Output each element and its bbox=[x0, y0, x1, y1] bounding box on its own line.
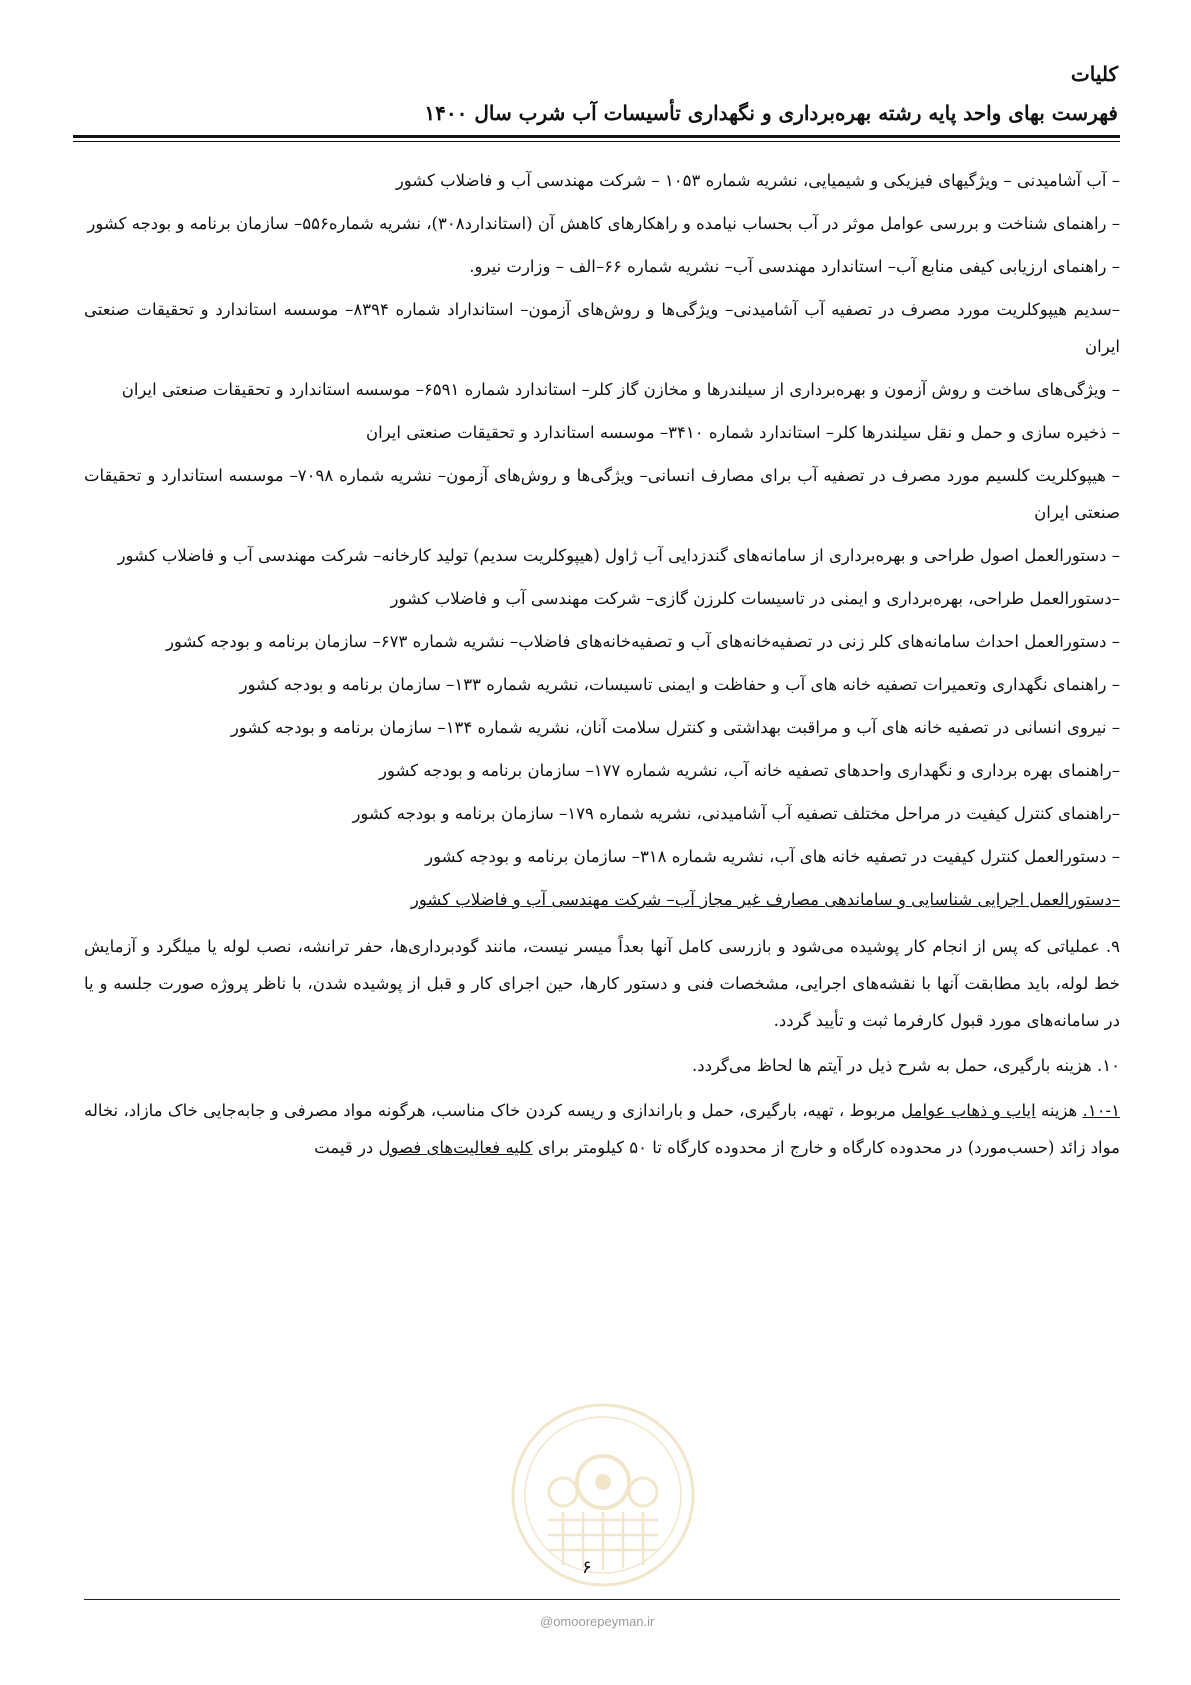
reference-item: – راهنمای ارزیابی کیفی منابع آب– استاندارد مهندسی آب– نشریه شماره ۶۶–الف – وزارت نیرو. bbox=[469, 257, 1120, 276]
reference-item: –سدیم هیپوکلریت مورد مصرف در تصفیه آب آشامیدنی– ویژگی‌ها و روش‌های آزمون– استانداراد شماره ۸۳۹۴– موسسه استاندارد و تحقیقات صنعتی ایران bbox=[84, 300, 1120, 356]
reference-item: – ذخیره سازی و حمل و نقل سیلندرها کلر– استاندارد شماره ۳۴۱۰– موسسه استاندارد و تحقیقات صنعتی ایران bbox=[365, 423, 1120, 442]
reference-list bbox=[84, 162, 1120, 918]
reference-item: – دستورالعمل کنترل کیفیت در تصفیه خانه های آب، نشریه شماره ۳۱۸– سازمان برنامه و بودجه کشور bbox=[425, 847, 1120, 866]
reference-item: – راهنمای شناخت و بررسی عوامل موثر در آب بحساب نیامده و راهکارهای کاهش آن (استاندارد۳۰۸)، نشریه شماره۵۵۶– سازمان برنامه و بودجه کشور bbox=[87, 214, 1120, 233]
underlined-phrase: کلیه فعالیت‌های فصول bbox=[378, 1138, 533, 1157]
reference-item: –راهنمای بهره برداری و نگهداری واحدهای تصفیه خانه آب، نشریه شماره ۱۷۷– سازمان برنامه و بودجه کشور bbox=[378, 761, 1120, 780]
reference-item: – دستورالعمل احداث سامانه‌های کلر زنی در تصفیه‌خانه‌های آب و تصفیه‌خانه‌های فاضلاب– نشریه شماره ۶۷۳– سازمان برنامه و بودجه کشور bbox=[165, 632, 1120, 651]
reference-item: –دستورالعمل طراحی، بهره‌برداری و ایمنی در تاسیسات کلرزن گازی– شرکت مهندسی آب و فاضلاب کشور bbox=[390, 589, 1120, 608]
page-number: ۶ bbox=[582, 1557, 592, 1578]
document-body bbox=[84, 162, 1120, 1166]
header-rule-thin bbox=[73, 141, 1120, 142]
reference-item: – ویژگی‌های ساخت و روش آزمون و بهره‌برداری از سیلندرها و مخازن گاز کلر– استاندارد شماره ۶۵۹۱– موسسه استاندارد و تحقیقات صنعتی ایران bbox=[121, 380, 1120, 399]
reference-item: –دستورالعمل اجرایی شناسایی و ساماندهی مصارف غیر مجاز آب– شرکت مهندسی آب و فاضلاب کشور bbox=[410, 890, 1120, 909]
page-title: فهرست بهای واحد پایه رشته بهره‌برداری و نگهداری تأسیسات آب شرب سال ۱۴۰۰ bbox=[424, 101, 1118, 125]
reference-item: – هیپوکلریت کلسیم مورد مصرف در تصفیه آب برای مصارف انسانی– ویژگی‌ها و روش‌های آزمون– نشریه شماره ۷۰۹۸– موسسه استاندارد و تحقیقات صنعتی ایران bbox=[84, 466, 1121, 522]
section-heading: کلیات bbox=[1070, 62, 1118, 86]
paragraph-10-1: ۱۰-۱. هزینه ایاب و ذهاب عوامل مربوط ، تهیه، بارگیری، حمل و باراندازی و ریسه کردن خاک مناسب، هرگونه مواد مصرفی و جابه‌جایی خاک مازاد، نخاله مواد زائد (حسب‌مورد) در محدوده کارگاه و خارج از محدوده کارگاه تا ۵۰ کیلومتر برای کلیه فعالیت‌های فصول در قیمت bbox=[84, 1101, 1120, 1157]
reference-item: –راهنمای کنترل کیفیت در مراحل مختلف تصفیه آب آشامیدنی، نشریه شماره ۱۷۹– سازمان برنامه و بودجه کشور bbox=[352, 804, 1120, 823]
reference-item: – دستورالعمل اصول طراحی و بهره‌برداری از سامانه‌های گندزدایی آب ژاول (هیپوکلریت سدیم) تولید کارخانه– شرکت مهندسی آب و فاضلاب کشور bbox=[117, 546, 1120, 565]
header-rule-thick bbox=[73, 135, 1120, 138]
website-watermark: @omoorepeyman.ir bbox=[540, 1614, 655, 1629]
paragraph-number: ۱۰-۱. bbox=[1082, 1101, 1120, 1120]
reference-item: – راهنمای نگهداری وتعمیرات تصفیه خانه های آب و حفاظت و ایمنی تاسیسات، نشریه شماره ۱۳۳– سازمان برنامه و بودجه کشور bbox=[239, 675, 1120, 694]
paragraph-9: ۹. عملیاتی که پس از انجام کار پوشیده می‌شود و بازرسی کامل آنها بعداً میسر نیست، مانند گودبرداری‌ها، حفر ترانشه، نصب لوله یا میلگرد و آزمایش خط لوله، باید مطابقت آنها با نقشه‌های اجرایی، مشخصات فنی و دستور کارها، حین اجرای کار و قبل از پوشیده شدن، با ناظر پروژه صورت جلسه و یا در سامانه‌های مورد قبول کارفرما ثبت و تأیید گردد. bbox=[84, 937, 1120, 1030]
seal-watermark bbox=[508, 1400, 698, 1590]
reference-item: – آب آشامیدنی – ویژگیهای فیزیکی و شیمیایی، نشریه شماره ۱۰۵۳ – شرکت مهندسی آب و فاضلاب کشور bbox=[395, 171, 1120, 190]
underlined-phrase: ایاب و ذهاب عوامل bbox=[901, 1101, 1036, 1120]
reference-item: – نیروی انسانی در تصفیه خانه های آب و مراقبت بهداشتی و کنترل سلامت آنان، نشریه شماره ۱۳۴– سازمان برنامه و بودجه کشور bbox=[230, 718, 1120, 737]
footer-rule bbox=[84, 1599, 1120, 1600]
paragraph-10: ۱۰. هزینه بارگیری، حمل به شرح ذیل در آیتم ها لحاظ می‌گردد. bbox=[692, 1056, 1120, 1075]
